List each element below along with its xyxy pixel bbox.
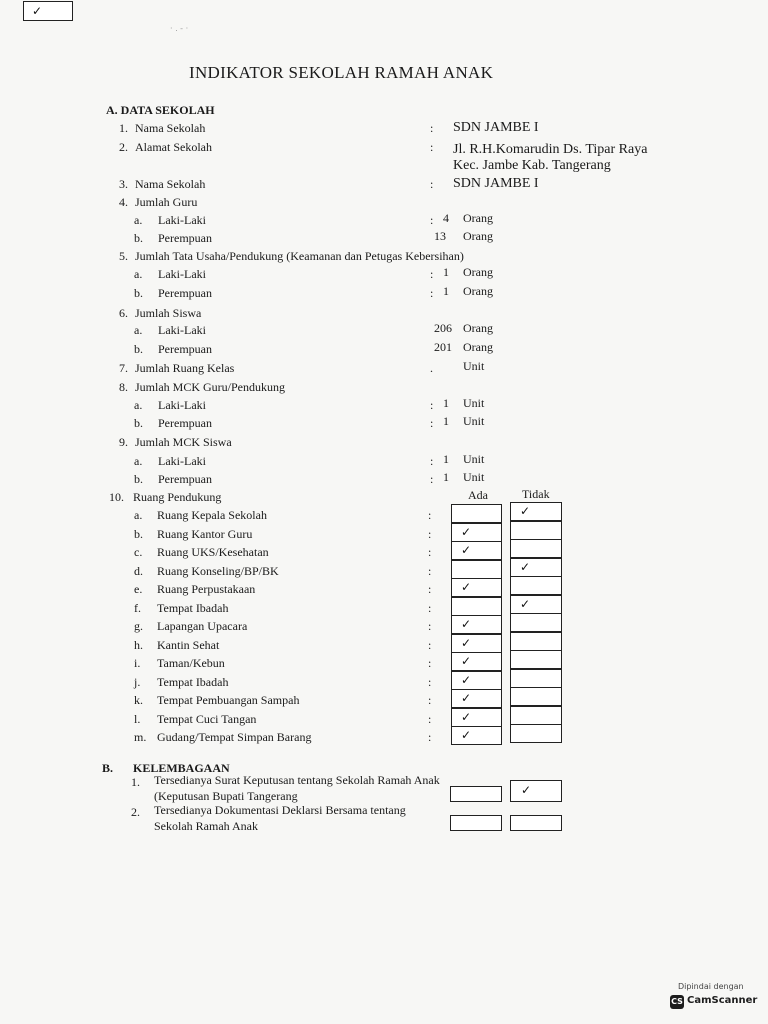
ruang-item-separator: : [428,619,432,633]
row-value: 201 [434,340,452,354]
row-separator: : [430,121,434,135]
ruang-item-letter: j. [134,674,141,689]
row-label: Jumlah MCK Siswa [135,435,232,449]
ada-checkbox[interactable] [451,652,502,671]
row-unit: Orang [463,284,493,298]
ruang-item-label: Kantin Sehat [157,637,220,652]
ruang-item-separator: : [428,526,432,541]
row-label: Nama Sekolah [135,121,206,135]
ruang-item-letter: g. [134,619,143,633]
check-mark-icon: ✓ [520,559,531,574]
scanner-caption: Dipindai dengan [678,982,744,991]
scan-speckles: · . - · [170,24,189,33]
row-value-line2: Kec. Jambe Kab. Tangerang [453,158,611,173]
ruang-item-separator: : [428,730,432,744]
check-mark-icon: ✓ [461,524,472,539]
ruang-label: Ruang Pendukung [133,490,222,504]
ruang-item-separator: : [428,600,432,615]
lembaga-line2: (Keputusan Bupati Tangerang [154,789,298,803]
ruang-item-label: Ruang Kantor Guru [157,526,253,541]
ruang-item-separator: : [428,637,432,652]
ruang-item-letter: m. [134,730,147,744]
ruang-item-separator: : [428,508,432,522]
row-separator: : [430,286,434,300]
check-mark-icon: ✓ [461,709,472,724]
row-number: a. [134,323,143,337]
section-a-heading: A. DATA SEKOLAH [106,103,215,117]
row-unit: Unit [463,359,485,373]
row-unit: Unit [463,414,485,428]
row-unit: Orang [463,229,493,243]
row-label: Jumlah MCK Guru/Pendukung [135,380,285,394]
lembaga-number: 2. [131,805,140,819]
row-separator: : [430,472,434,486]
row-unit: Unit [463,396,485,410]
row-separator: : [430,213,434,227]
ruang-item-separator: : [428,582,432,596]
section-b-heading: KELEMBAGAAN [133,761,230,775]
ada-checkbox[interactable] [450,786,502,802]
ruang-item-label: Tempat Cuci Tangan [157,711,257,726]
check-mark-icon: ✓ [461,635,472,650]
row-number: a. [134,267,143,281]
ruang-item-label: Tempat Ibadah [157,674,229,689]
ruang-item-label: Taman/Kebun [157,656,225,670]
tidak-checkbox[interactable] [510,595,562,614]
ruang-item-label: Ruang UKS/Kesehatan [157,545,269,559]
top-check-box [23,1,73,21]
row-label: Laki-Laki [158,454,206,468]
row-number: a. [134,213,143,227]
row-value: 1 [443,265,449,279]
check-mark-icon: ✓ [461,543,472,557]
ruang-item-letter: c. [134,545,143,559]
row-value: 206 [434,321,452,335]
lembaga-line2: Sekolah Ramah Anak [154,819,258,833]
row-value: 1 [443,414,449,428]
row-number: a. [134,398,143,412]
ada-checkbox[interactable] [451,726,502,745]
scanner-brand: CamScanner [687,995,758,1006]
ruang-item-separator: : [428,563,432,578]
check-mark-icon: ✓ [520,596,531,611]
row-separator: : [430,177,434,191]
row-unit: Unit [463,470,485,484]
row-label: Alamat Sekolah [135,140,212,154]
row-label: Perempuan [158,231,212,245]
tidak-checkbox[interactable] [510,780,562,802]
ruang-item-label: Ruang Perpustakaan [157,582,256,596]
ruang-item-label: Ruang Kepala Sekolah [157,508,267,522]
row-label: Laki-Laki [158,213,206,227]
row-value: 4 [443,211,449,225]
tidak-checkbox[interactable] [510,815,562,831]
tidak-checkbox[interactable] [510,724,562,743]
row-number: b. [134,231,143,245]
ruang-item-letter: k. [134,693,143,707]
row-number: 8. [119,380,128,394]
row-unit: Unit [463,452,485,466]
ruang-number: 10. [109,490,124,504]
ruang-item-letter: f. [134,600,141,615]
row-number: b. [134,342,143,356]
row-number: b. [134,286,143,300]
row-value: 1 [443,396,449,410]
check-mark-icon: ✓ [461,728,472,742]
row-label: Jumlah Tata Usaha/Pendukung (Keamanan dan Petugas Kebersihan) [135,249,464,263]
lembaga-number: 1. [131,775,140,789]
check-mark-icon: ✓ [461,691,472,705]
row-label: Nama Sekolah [135,177,206,191]
row-number: b. [134,416,143,430]
row-value: 1 [443,470,449,484]
row-label: Laki-Laki [158,398,206,412]
row-number: 6. [119,306,128,320]
row-label: Perempuan [158,416,212,430]
row-value: 1 [443,284,449,298]
ada-checkbox[interactable] [451,671,502,690]
camscanner-badge [665,982,758,1014]
row-number: b. [134,472,143,486]
tidak-checkbox[interactable] [510,558,562,577]
camscanner-logo-icon: CS [670,995,684,1009]
column-ada-header: Ada [468,488,488,502]
row-separator: . [430,361,433,375]
tidak-checkbox[interactable] [510,502,562,521]
check-mark-icon: ✓ [461,617,472,631]
row-value: SDN JAMBE I [453,176,539,191]
check-mark-icon: ✓ [461,654,472,668]
ruang-item-separator: : [428,693,432,707]
ada-checkbox[interactable] [451,708,502,727]
tidak-checkbox[interactable] [510,576,562,595]
row-value: 13 [434,229,446,243]
row-number: 2. [119,140,128,154]
ada-checkbox[interactable] [451,689,502,708]
row-separator: : [430,454,434,468]
ruang-item-letter: a. [134,508,143,522]
ruang-item-label: Ruang Konseling/BP/BK [157,563,279,578]
check-mark-icon: ✓ [520,504,531,518]
row-label: Perempuan [158,342,212,356]
row-separator: : [430,267,434,281]
row-label: Jumlah Ruang Kelas [135,361,235,375]
ada-checkbox[interactable] [450,815,502,831]
page-title: INDIKATOR SEKOLAH RAMAH ANAK [189,63,494,82]
lembaga-line1: Tersedianya Surat Keputusan tentang Sekolah Ramah Anak [154,773,440,787]
row-unit: Orang [463,265,493,279]
tidak-checkbox[interactable] [510,706,562,725]
ada-checkbox[interactable] [451,597,502,616]
row-label: Perempuan [158,286,212,300]
tidak-checkbox[interactable] [510,539,562,558]
ruang-item-letter: b. [134,526,143,541]
ruang-item-separator: : [428,674,432,689]
check-mark-icon: ✓ [461,580,472,594]
ruang-item-letter: h. [134,637,143,652]
ada-checkbox[interactable] [451,578,502,597]
row-label: Laki-Laki [158,267,206,281]
ada-checkbox[interactable] [451,541,502,560]
ruang-item-letter: d. [134,563,143,578]
ruang-item-letter: e. [134,582,143,596]
row-value: 1 [443,452,449,466]
tidak-checkbox[interactable] [510,687,562,706]
ruang-item-separator: : [428,711,432,726]
row-number: 4. [119,195,128,209]
ruang-item-label: Gudang/Tempat Simpan Barang [157,730,312,744]
ada-checkbox[interactable] [451,523,502,542]
tidak-checkbox[interactable] [510,650,562,669]
column-tidak-header: Tidak [522,487,550,501]
ada-checkbox[interactable] [451,634,502,653]
ruang-item-label: Tempat Ibadah [157,600,229,615]
ruang-item-separator: : [428,656,432,670]
row-separator: : [430,416,434,430]
row-unit: Orang [463,211,493,225]
ruang-item-separator: : [428,545,432,559]
row-label: Jumlah Siswa [135,306,202,320]
row-separator: : [430,140,434,154]
row-value: SDN JAMBE I [453,120,539,135]
ruang-item-label: Lapangan Upacara [157,619,248,633]
ada-checkbox[interactable] [451,560,502,579]
row-label: Jumlah Guru [135,195,198,209]
ada-checkbox[interactable] [451,504,502,523]
row-value: Jl. R.H.Komarudin Ds. Tipar Raya [453,142,648,157]
row-separator: : [430,398,434,412]
row-number: 3. [119,177,128,191]
tidak-checkbox[interactable] [510,632,562,651]
row-unit: Orang [463,321,493,335]
section-b-letter: B. [102,761,114,775]
ruang-item-letter: l. [134,711,141,726]
check-mark-icon: ✓ [32,4,43,18]
row-number: 9. [119,435,128,449]
ada-checkbox[interactable] [451,615,502,634]
tidak-checkbox[interactable] [510,613,562,632]
lembaga-line1: Tersedianya Dokumentasi Deklarsi Bersama tentang [154,803,406,817]
row-label: Perempuan [158,472,212,486]
row-number: 7. [119,361,128,375]
row-number: 1. [119,121,128,135]
ruang-item-label: Tempat Pembuangan Sampah [157,693,300,707]
tidak-checkbox[interactable] [510,521,562,540]
tidak-checkbox[interactable] [510,669,562,688]
ruang-item-letter: i. [134,656,141,670]
check-mark-icon: ✓ [521,783,532,797]
check-mark-icon: ✓ [461,672,472,687]
row-label: Laki-Laki [158,323,206,337]
row-unit: Orang [463,340,493,354]
row-number: a. [134,454,143,468]
row-number: 5. [119,249,128,263]
